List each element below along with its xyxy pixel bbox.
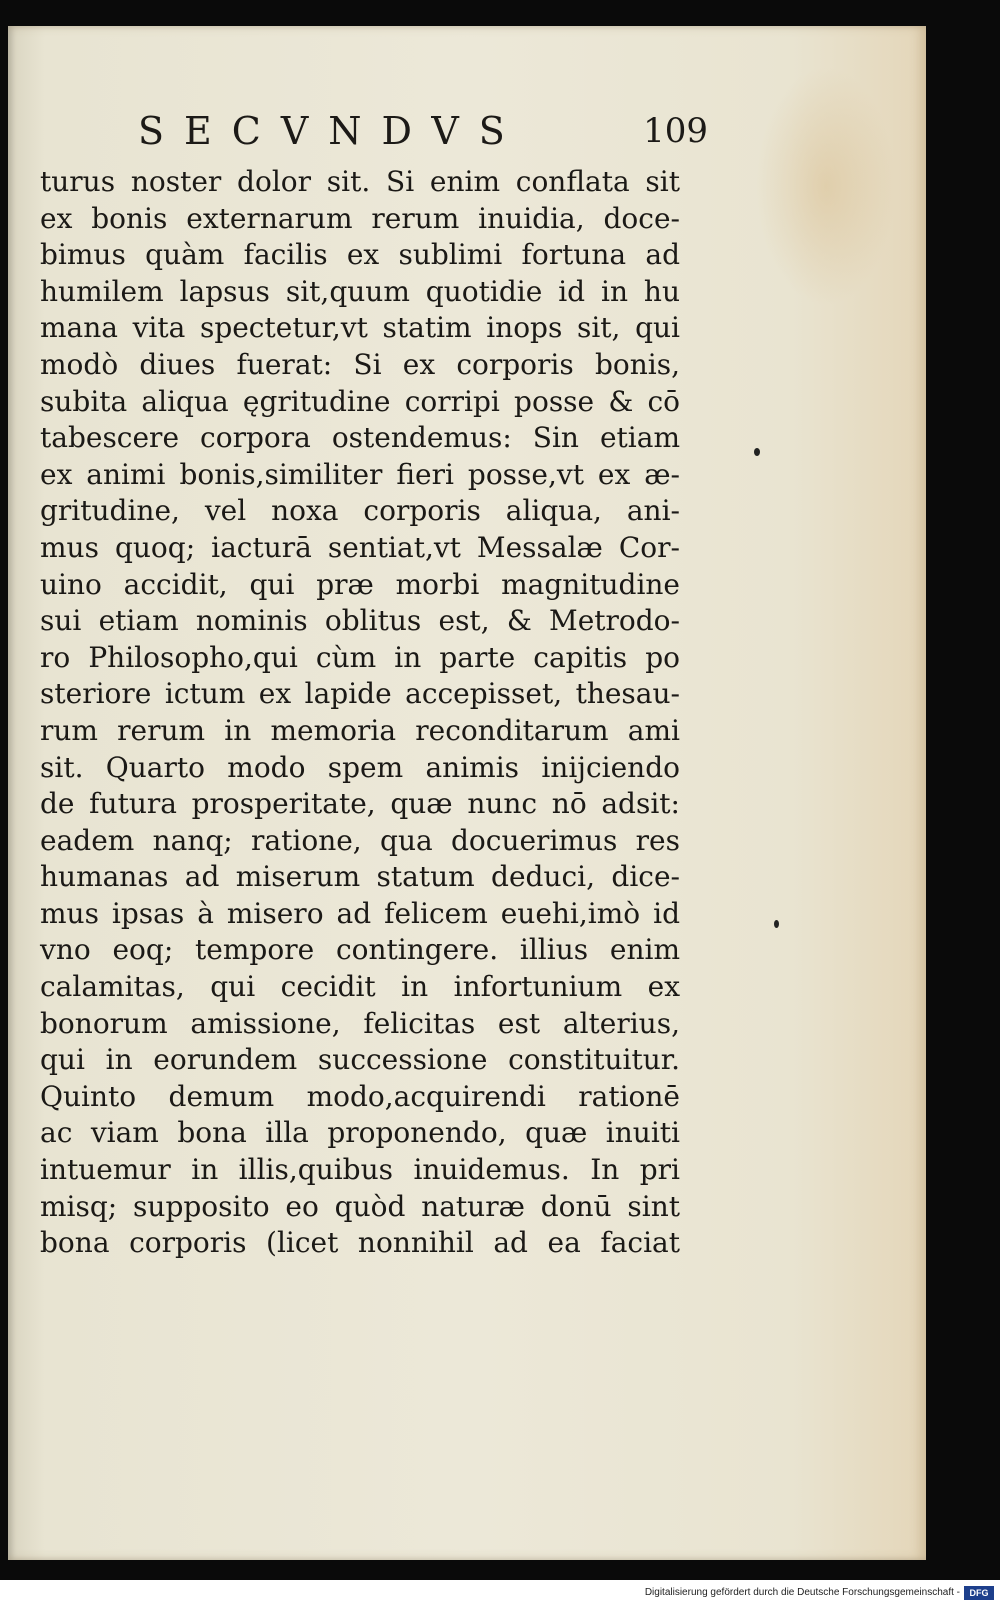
funding-credit: Digitalisierung gefördert durch die Deutsche Forschungsgemeinschaft -: [644, 1587, 960, 1598]
page-number: 109: [643, 111, 708, 151]
text-line: mus ipsas à misero ad felicem euehi,imò id: [40, 896, 680, 930]
text-line: bimus quàm facilis ex sublimi fortuna ad: [40, 238, 680, 272]
paper-stain: [756, 66, 896, 306]
text-line: Quinto demum modo,acquirendi rationē: [40, 1079, 680, 1113]
body-text: [40, 164, 680, 1262]
footer-bar: [0, 1580, 1000, 1607]
text-line: ex animi bonis,similiter fieri posse,vt ex æ-: [40, 457, 680, 491]
text-line: ro Philosopho,qui cùm in parte capitis po: [40, 640, 680, 674]
text-line: calamitas, qui cecidit in infortunium ex: [40, 970, 680, 1004]
text-line: tabescere corpora ostendemus: Sin etiam: [40, 421, 680, 455]
text-line: ac viam bona illa proponendo, quæ inuiti: [40, 1116, 680, 1150]
text-line: ex bonis externarum rerum inuidia, doce-: [40, 201, 680, 235]
text-line: qui in eorundem successione constituitur.: [40, 1043, 680, 1077]
text-line: mus quoq; iacturā sentiat,vt Messalæ Cor-: [40, 530, 680, 564]
ink-speck: [774, 920, 779, 928]
text-line: vno eoq; tempore contingere. illius enim: [40, 933, 680, 967]
dfg-logo: DFG: [964, 1586, 994, 1600]
text-line: mana vita spectetur,vt statim inops sit, qui: [40, 311, 680, 345]
text-line: sui etiam nominis oblitus est, & Metrodo-: [40, 604, 680, 638]
text-line: de futura prosperitate, quæ nunc nō adsit:: [40, 787, 680, 821]
ink-speck: [754, 448, 760, 456]
text-line: subita aliqua ęgritudine corripi posse & cō: [40, 384, 680, 418]
text-line: bona corporis (licet nonnihil ad ea faciat: [40, 1226, 680, 1260]
text-line: intuemur in illis,quibus inuidemus. In pri: [40, 1153, 680, 1187]
text-line: modò diues fuerat: Si ex corporis bonis,: [40, 347, 680, 381]
text-line: sit. Quarto modo spem animis inijciendo: [40, 750, 680, 784]
running-head: [138, 96, 708, 166]
running-head-title: SECVNDVS: [138, 109, 525, 153]
text-line: gritudine, vel noxa corporis aliqua, ani-: [40, 494, 680, 528]
book-page: [8, 26, 926, 1560]
text-line: rum rerum in memoria reconditarum ami: [40, 713, 680, 747]
text-line: bonorum amissione, felicitas est alterius,: [40, 1006, 680, 1040]
text-line: humanas ad miserum statum deduci, dice-: [40, 860, 680, 894]
text-line: uino accidit, qui præ morbi magnitudine: [40, 567, 680, 601]
text-line: steriore ictum ex lapide accepisset, thesau-: [40, 677, 680, 711]
text-line: humilem lapsus sit,quum quotidie id in hu: [40, 274, 680, 308]
text-line: eadem nanq; ratione, qua docuerimus res: [40, 823, 680, 857]
text-line: turus noster dolor sit. Si enim conflata sit: [40, 165, 680, 198]
text-line: misq; supposito eo quòd naturæ donū sint: [40, 1189, 680, 1223]
